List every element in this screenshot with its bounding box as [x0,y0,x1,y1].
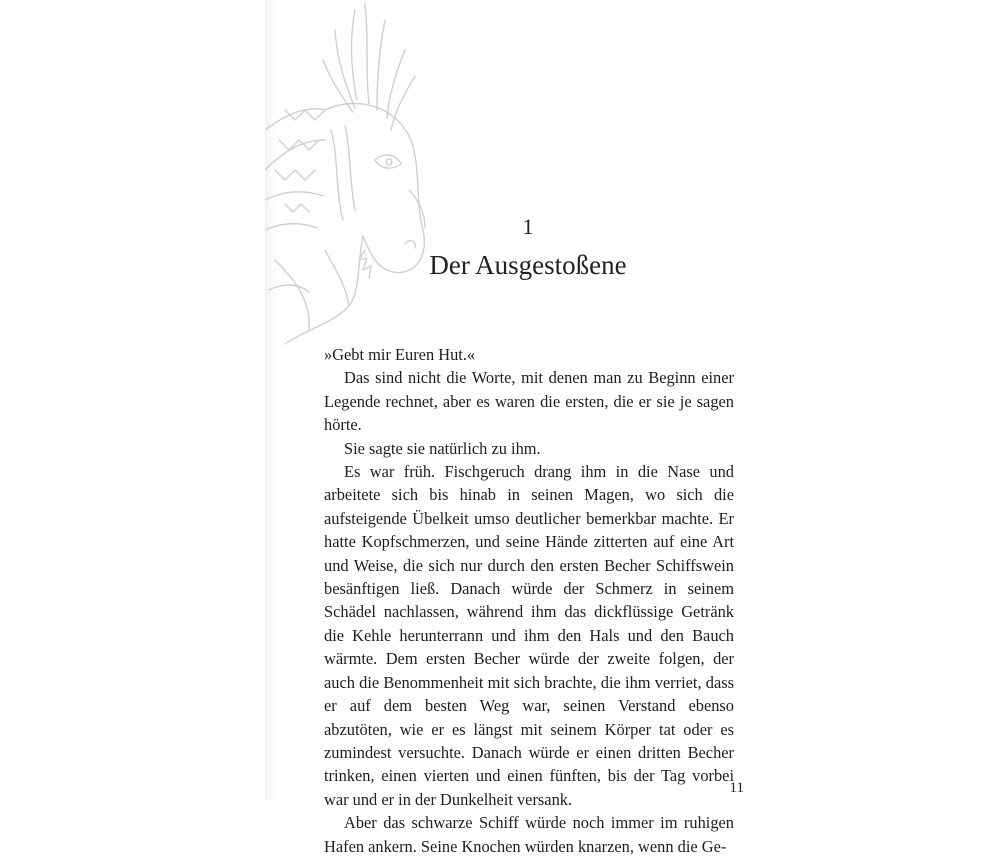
paragraph: Aber das schwarze Schiff würde noch immer im ruhigen Hafen ankern. Seine Knochen würden knarzen, wenn die Ge- [324,813,734,856]
paragraph: Es war früh. Fischgeruch drang ihm in die Nase und arbeitete sich bis hinab in seinen Magen, wo sich die aufsteigende Übelkeit umso deutlicher bemerkbar machte. Er hatte Kopfschmerzen, und seine Hände zitterten auf eine Art und Weise, die sich nur durch den ersten Becher Schiffswein besänftigen ließ. Danach würde der Schmerz in seinem Schädel nachlassen, während ihm das dickflüssige Getränk die Kehle herunterrann und ihm den Hals und den Bauch wärmte. Dem ersten Becher würde der zweite folgen, der auch die Benommenheit mit sich brachte, die ihm verriet, dass er auf dem besten Weg war, seinen Verstand ebenso abzutöten, wie er es längst mit seinem Körper tat oder es zumindest versuchte. Danach würde er einen dritten Becher trinken, einen vierten und einen fünften, bis der Tag vorbei war und er in der Dunkelheit versank. [324,462,734,809]
paragraph: Das sind nicht die Worte, mit denen man zu Beginn einer Legende rechnet, aber es waren die ersten, die er sie je sagen hörte. [324,368,734,435]
paragraph: »Gebt mir Euren Hut.« [324,345,476,364]
chapter-body [324,343,734,858]
chapter-number: 1 [522,214,534,239]
page-number: 11 [729,780,744,796]
chapter-title: Der Ausgestoßene [429,250,627,280]
paragraph: Sie sagte sie natürlich zu ihm. [344,438,541,458]
dragon-head-illustration [265,0,455,360]
book-page [265,0,1000,856]
